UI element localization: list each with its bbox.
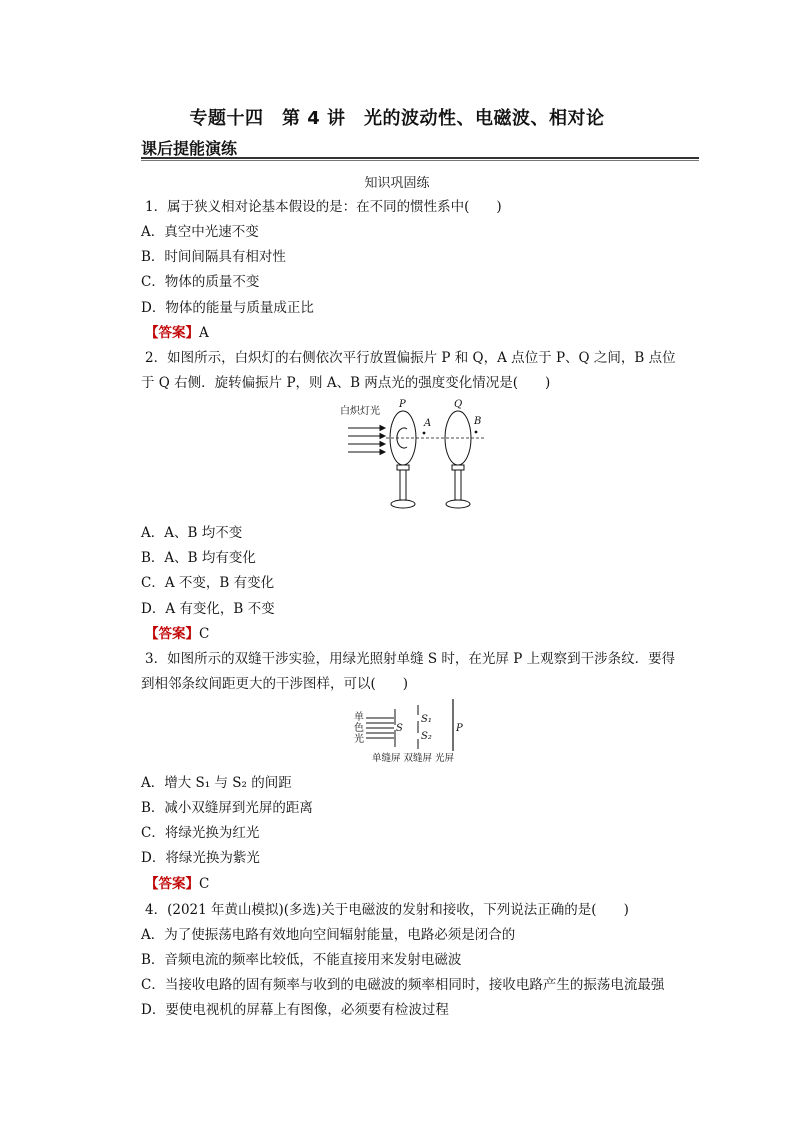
answer-label: 【答案】 xyxy=(145,876,199,892)
label-s: S xyxy=(396,723,403,734)
q4-option-c: C．当接收电路的固有频率与收到的电磁波的频率相同时，接收电路产生的振荡电流最强 xyxy=(141,977,665,993)
q1-option-c: C．物体的质量不变 xyxy=(141,274,260,290)
label-s2: S₂ xyxy=(421,731,432,742)
section-heading: 课后提能演练 xyxy=(141,139,238,158)
figure-caption: 单缝屏 双缝屏 光屏 xyxy=(372,753,455,764)
q3-option-c: C．将绿光换为红光 xyxy=(141,825,260,841)
q2-stem-line1: 2．如图所示，白炽灯的右侧依次平行放置偏振片 P 和 Q，A 点位于 P、Q 之间，B 点位 xyxy=(145,350,676,366)
heading-rule xyxy=(141,157,699,159)
q3-option-b: B．减小双缝屏到光屏的距离 xyxy=(141,800,313,816)
q1-answer xyxy=(145,321,209,341)
q3-option-a: A．增大 S₁ 与 S₂ 的间距 xyxy=(141,775,292,791)
polarizer-figure xyxy=(336,396,496,516)
q2-option-d: D．A 有变化，B 不变 xyxy=(141,601,275,617)
label-a: A xyxy=(424,418,432,429)
light-rays xyxy=(366,718,394,738)
q2-stem-line2: 于 Q 右侧．旋转偏振片 P，则 A、B 两点光的强度变化情况是( ) xyxy=(141,375,551,391)
label-b: B xyxy=(474,416,482,427)
q3-answer xyxy=(145,872,209,892)
light-ray-arrows xyxy=(348,426,385,455)
q3-option-d: D．将绿光换为紫光 xyxy=(141,850,260,866)
q1-option-a: A．真空中光速不变 xyxy=(141,224,259,240)
label-q: Q xyxy=(454,399,463,410)
q4-option-b: B．音频电流的频率比较低，不能直接用来发射电磁波 xyxy=(141,952,462,968)
answer-value: C xyxy=(199,626,210,642)
q3-stem-line1: 3．如图所示的双缝干涉实验，用绿光照射单缝 S 时，在光屏 P 上观察到干涉条纹．要得 xyxy=(145,651,676,667)
light-char-2: 色 xyxy=(354,723,364,734)
point-b-dot xyxy=(475,431,478,434)
q3-stem-line2: 到相邻条纹间距更大的干涉图样，可以( ) xyxy=(141,676,409,692)
label-s1: S₁ xyxy=(421,714,432,725)
label-p-screen: P xyxy=(456,723,463,734)
q2-option-c: C．A 不变，B 有变化 xyxy=(141,575,275,591)
light-char-3: 光 xyxy=(354,734,364,745)
q4-stem: 4．(2021 年黄山模拟)(多选)关于电磁波的发射和接收，下列说法正确的是( ) xyxy=(145,902,629,918)
q2-option-a: A．A、B 均不变 xyxy=(141,525,243,541)
q4-option-a: A．为了使振荡电路有效地向空间辐射能量，电路必须是闭合的 xyxy=(141,927,516,943)
polarizer-q xyxy=(445,411,471,508)
answer-label: 【答案】 xyxy=(145,325,199,341)
page-title: 专题十四 第 4 讲 光的波动性、电磁波、相对论 xyxy=(189,108,605,129)
q1-option-b: B．时间间隔具有相对性 xyxy=(141,249,286,265)
light-char-1: 单 xyxy=(354,712,364,723)
q1-option-d: D．物体的能量与质量成正比 xyxy=(141,300,314,316)
answer-value: C xyxy=(199,876,210,892)
heading-rule-thin xyxy=(141,160,699,161)
subsection-heading: 知识巩固练 xyxy=(364,176,430,191)
polarizer-p xyxy=(390,411,416,508)
answer-label: 【答案】 xyxy=(145,626,199,642)
answer-value: A xyxy=(199,325,209,341)
q4-option-d: D．要使电视机的屏幕上有图像，必须要有检波过程 xyxy=(141,1002,449,1018)
point-a-dot xyxy=(423,432,426,435)
double-slit-figure xyxy=(352,697,482,765)
q2-answer xyxy=(145,622,209,642)
q2-option-b: B．A、B 均有变化 xyxy=(141,550,256,566)
lamp-label: 白炽灯光 xyxy=(340,406,380,417)
q1-stem: 1．属于狭义相对论基本假设的是：在不同的惯性系中( ) xyxy=(145,199,502,215)
label-p: P xyxy=(399,399,406,410)
